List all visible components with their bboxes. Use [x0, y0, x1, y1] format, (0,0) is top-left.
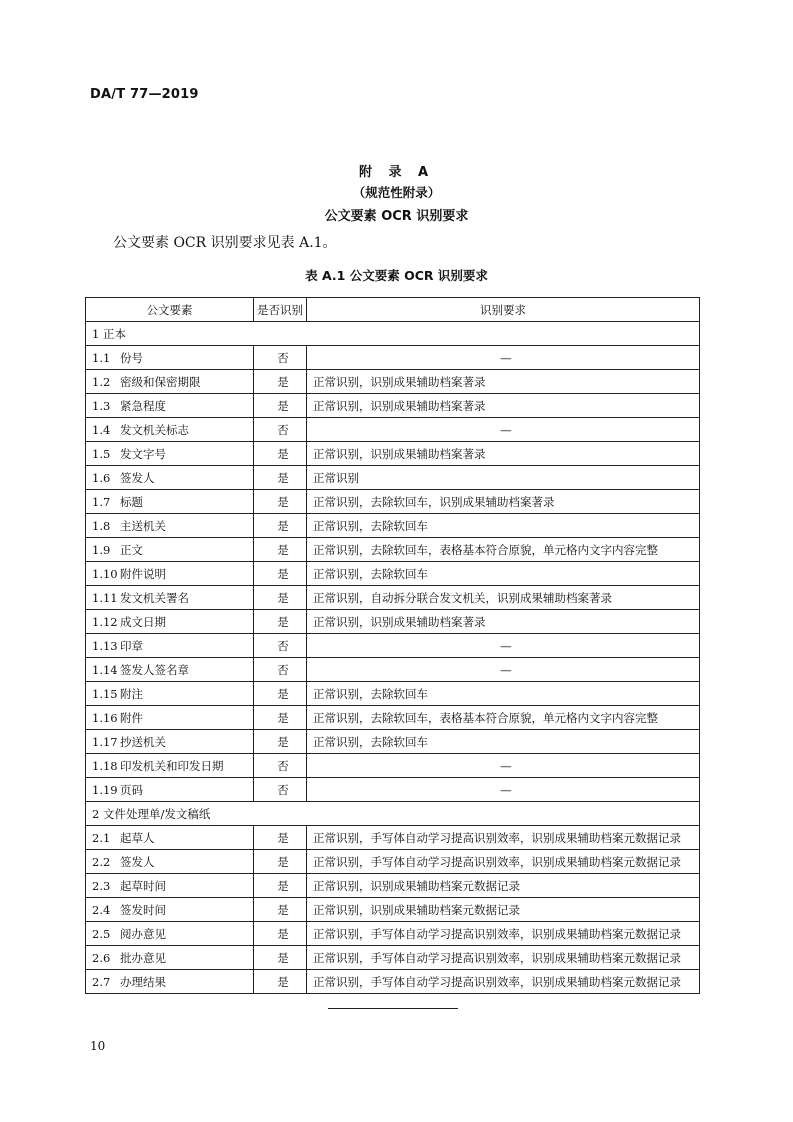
end-rule: [328, 1008, 458, 1009]
element-cell: [86, 730, 254, 754]
element-cell: [86, 922, 254, 946]
recognize-flag: 否: [254, 754, 307, 778]
recognize-flag: 是: [254, 538, 307, 562]
requirement-cell: 正常识别，识别成果辅助档案著录: [307, 370, 700, 394]
element-number: 2.1: [92, 830, 111, 845]
element-name: 附件: [120, 710, 143, 725]
requirement-cell: 正常识别，手写体自动学习提高识别效率，识别成果辅助档案元数据记录: [307, 922, 700, 946]
element-number: 2.4: [92, 902, 111, 917]
element-number: 1.2: [92, 374, 111, 389]
element-name: 发文机关标志: [120, 422, 189, 437]
element-cell: [86, 874, 254, 898]
requirement-cell: 正常识别，识别成果辅助档案元数据记录: [307, 874, 700, 898]
element-name: 印章: [120, 638, 143, 653]
table-row: [86, 898, 700, 922]
table-caption: 表 A.1 公文要素 OCR 识别要求: [305, 268, 488, 283]
requirement-cell: —: [307, 658, 700, 682]
element-cell: [86, 538, 254, 562]
element-name: 印发机关和印发日期: [120, 758, 224, 773]
element-cell: [86, 346, 254, 370]
element-number: 2.2: [92, 854, 111, 869]
table-row: [86, 754, 700, 778]
table-row: [86, 610, 700, 634]
element-name: 签发人: [120, 854, 155, 869]
requirement-cell: —: [307, 634, 700, 658]
element-cell: [86, 778, 254, 802]
element-name: 标题: [120, 494, 143, 509]
header-requirement: 识别要求: [307, 298, 700, 322]
element-number: 1.11: [92, 590, 118, 605]
appendix-title: 附 录 A: [358, 165, 435, 180]
recognize-flag: 否: [254, 634, 307, 658]
table-row: [86, 658, 700, 682]
recognize-flag: 是: [254, 970, 307, 994]
element-cell: [86, 610, 254, 634]
appendix-name: 公文要素 OCR 识别要求: [324, 209, 469, 224]
element-number: 1.17: [92, 734, 118, 749]
recognize-flag: 是: [254, 610, 307, 634]
element-name: 发文字号: [120, 446, 166, 461]
element-number: 1.8: [92, 518, 111, 533]
element-cell: [86, 394, 254, 418]
requirement-cell: 正常识别，手写体自动学习提高识别效率，识别成果辅助档案元数据记录: [307, 970, 700, 994]
element-cell: [86, 754, 254, 778]
element-name: 页码: [120, 782, 143, 797]
standard-code: DA/T 77—2019: [90, 87, 199, 102]
element-name: 抄送机关: [120, 734, 166, 749]
element-cell: [86, 514, 254, 538]
requirement-cell: 正常识别，去除软回车: [307, 562, 700, 586]
element-number: 1.10: [92, 566, 118, 581]
element-name: 起草时间: [120, 878, 166, 893]
recognize-flag: 是: [254, 490, 307, 514]
table-body: [86, 322, 700, 994]
element-cell: [86, 682, 254, 706]
element-number: 1.1: [92, 350, 111, 365]
element-number: 2.5: [92, 926, 111, 941]
header-recognize: 是否识别: [254, 298, 307, 322]
recognize-flag: 是: [254, 370, 307, 394]
table-row: [86, 346, 700, 370]
requirement-cell: 正常识别，识别成果辅助档案著录: [307, 394, 700, 418]
appendix-subtitle: （规范性附录）: [352, 185, 441, 200]
recognize-flag: 是: [254, 514, 307, 538]
table-row: [86, 946, 700, 970]
table-row: [86, 706, 700, 730]
requirement-cell: 正常识别，去除软回车，表格基本符合原貌，单元格内文字内容完整: [307, 706, 700, 730]
element-number: 1.3: [92, 398, 111, 413]
table-row: [86, 562, 700, 586]
element-number: 1.7: [92, 494, 111, 509]
element-cell: [86, 970, 254, 994]
recognize-flag: 是: [254, 442, 307, 466]
table-row: [86, 970, 700, 994]
element-cell: [86, 898, 254, 922]
recognize-flag: 是: [254, 898, 307, 922]
recognize-flag: 是: [254, 730, 307, 754]
requirement-cell: —: [307, 754, 700, 778]
recognize-flag: 是: [254, 682, 307, 706]
requirement-cell: —: [307, 778, 700, 802]
element-name: 签发人签名章: [120, 662, 189, 677]
recognize-flag: 否: [254, 418, 307, 442]
table-row: [86, 370, 700, 394]
table-row: [86, 586, 700, 610]
element-cell: [86, 442, 254, 466]
element-number: 1.5: [92, 446, 111, 461]
element-cell: [86, 634, 254, 658]
table-row: [86, 514, 700, 538]
element-cell: [86, 826, 254, 850]
element-number: 1.16: [92, 710, 118, 725]
page-number: 10: [90, 1039, 106, 1053]
element-number: 2.6: [92, 950, 111, 965]
recognize-flag: 是: [254, 706, 307, 730]
element-number: 1.6: [92, 470, 111, 485]
table-row: [86, 418, 700, 442]
section-label: 1 正本: [86, 322, 700, 346]
requirement-cell: 正常识别，识别成果辅助档案著录: [307, 442, 700, 466]
table-row: [86, 538, 700, 562]
element-number: 1.12: [92, 614, 118, 629]
recognize-flag: 是: [254, 394, 307, 418]
element-number: 1.19: [92, 782, 118, 797]
table-row: [86, 874, 700, 898]
table-section-row: [86, 322, 700, 346]
intro-paragraph: 公文要素 OCR 识别要求见表 A.1。: [113, 235, 337, 251]
table-header-row: [86, 298, 700, 322]
element-name: 附注: [120, 686, 143, 701]
requirement-cell: 正常识别，去除软回车: [307, 730, 700, 754]
recognize-flag: 否: [254, 346, 307, 370]
element-cell: [86, 850, 254, 874]
element-cell: [86, 586, 254, 610]
table-row: [86, 922, 700, 946]
element-number: 1.15: [92, 686, 118, 701]
requirement-cell: 正常识别，去除软回车，表格基本符合原貌，单元格内文字内容完整: [307, 538, 700, 562]
table-row: [86, 730, 700, 754]
requirement-cell: 正常识别，去除软回车: [307, 682, 700, 706]
recognize-flag: 是: [254, 922, 307, 946]
recognize-flag: 是: [254, 562, 307, 586]
element-name: 签发时间: [120, 902, 166, 917]
requirement-cell: 正常识别: [307, 466, 700, 490]
element-name: 份号: [120, 350, 143, 365]
requirement-cell: 正常识别，手写体自动学习提高识别效率，识别成果辅助档案元数据记录: [307, 946, 700, 970]
element-name: 办理结果: [120, 974, 166, 989]
element-number: 2.3: [92, 878, 111, 893]
element-cell: [86, 946, 254, 970]
element-cell: [86, 706, 254, 730]
element-name: 密级和保密期限: [120, 374, 201, 389]
element-name: 紧急程度: [120, 398, 166, 413]
element-name: 附件说明: [120, 566, 166, 581]
element-cell: [86, 418, 254, 442]
requirement-cell: —: [307, 346, 700, 370]
recognize-flag: 是: [254, 874, 307, 898]
element-name: 签发人: [120, 470, 155, 485]
element-name: 发文机关署名: [120, 590, 189, 605]
requirement-cell: 正常识别，自动拆分联合发文机关，识别成果辅助档案著录: [307, 586, 700, 610]
table-row: [86, 634, 700, 658]
table-row: [86, 826, 700, 850]
table-row: [86, 490, 700, 514]
element-name: 正文: [120, 542, 143, 557]
recognize-flag: 是: [254, 850, 307, 874]
recognize-flag: 是: [254, 946, 307, 970]
element-cell: [86, 562, 254, 586]
table-row: [86, 850, 700, 874]
recognize-flag: 否: [254, 658, 307, 682]
element-number: 1.18: [92, 758, 118, 773]
element-cell: [86, 370, 254, 394]
element-cell: [86, 466, 254, 490]
requirement-cell: —: [307, 418, 700, 442]
recognize-flag: 否: [254, 778, 307, 802]
requirement-cell: 正常识别，识别成果辅助档案著录: [307, 610, 700, 634]
element-cell: [86, 490, 254, 514]
element-name: 起草人: [120, 830, 155, 845]
section-label: 2 文件处理单/发文稿纸: [86, 802, 700, 826]
element-name: 阅办意见: [120, 926, 166, 941]
element-number: 1.4: [92, 422, 111, 437]
element-number: 1.14: [92, 662, 118, 677]
element-name: 成文日期: [120, 614, 166, 629]
requirement-cell: 正常识别，手写体自动学习提高识别效率，识别成果辅助档案元数据记录: [307, 826, 700, 850]
table-row: [86, 778, 700, 802]
requirement-cell: 正常识别，手写体自动学习提高识别效率，识别成果辅助档案元数据记录: [307, 850, 700, 874]
element-number: 1.13: [92, 638, 118, 653]
table-row: [86, 442, 700, 466]
table-row: [86, 466, 700, 490]
table-row: [86, 682, 700, 706]
element-name: 批办意见: [120, 950, 166, 965]
recognize-flag: 是: [254, 826, 307, 850]
header-element: 公文要素: [86, 298, 254, 322]
requirement-cell: 正常识别，去除软回车，识别成果辅助档案著录: [307, 490, 700, 514]
ocr-requirements-table: [85, 297, 700, 994]
requirement-cell: 正常识别，去除软回车: [307, 514, 700, 538]
element-name: 主送机关: [120, 518, 166, 533]
recognize-flag: 是: [254, 466, 307, 490]
table-section-row: [86, 802, 700, 826]
element-number: 1.9: [92, 542, 111, 557]
element-number: 2.7: [92, 974, 111, 989]
recognize-flag: 是: [254, 586, 307, 610]
table-row: [86, 394, 700, 418]
requirement-cell: 正常识别，识别成果辅助档案元数据记录: [307, 898, 700, 922]
element-cell: [86, 658, 254, 682]
